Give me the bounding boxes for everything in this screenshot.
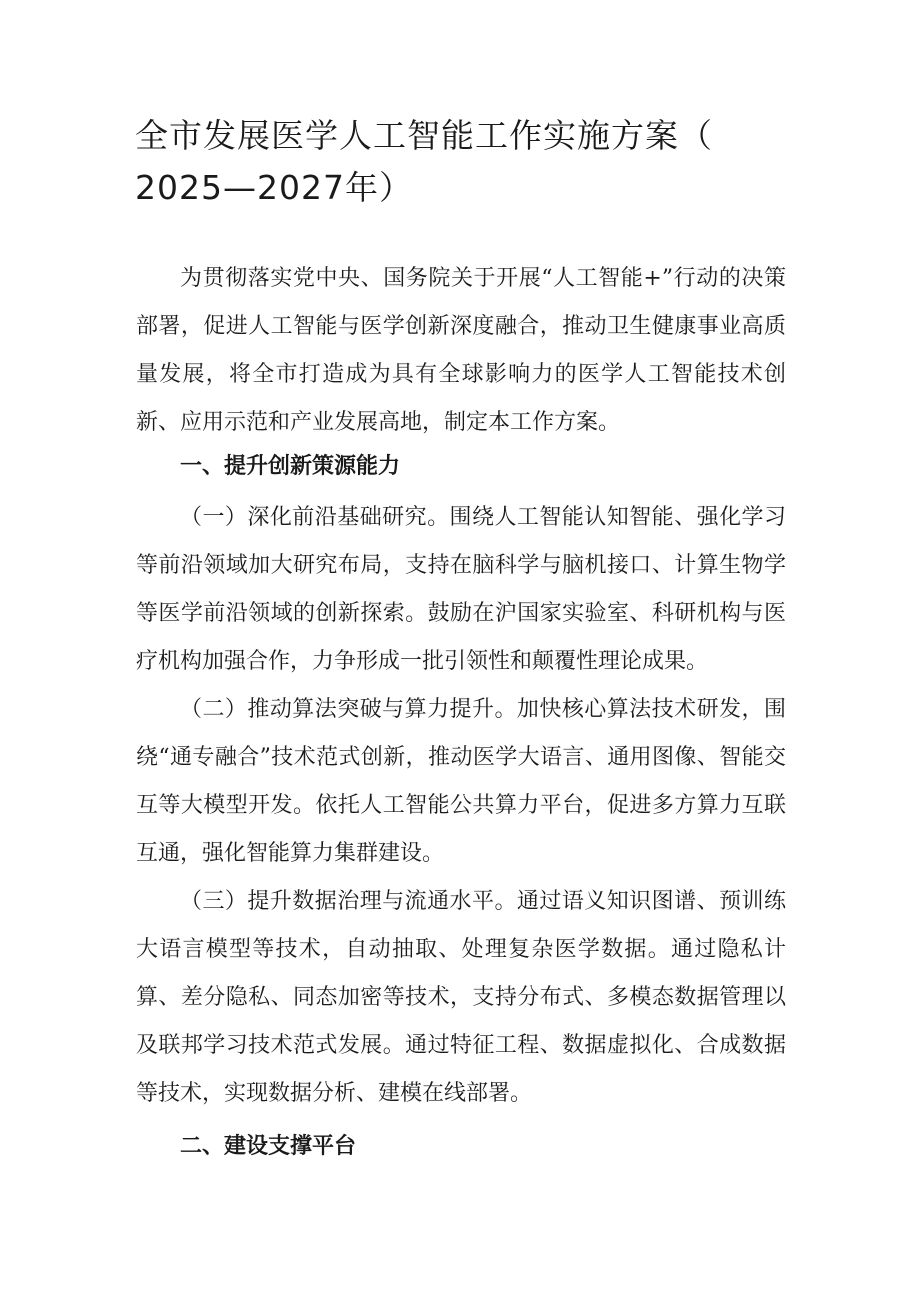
document-title (135, 110, 735, 214)
intro-paragraph: 为贯彻落实党中央、国务院关于开展“人工智能+”行动的决策部署，促进人工智能与医学创新深度融合，推动卫生健康事业高质量发展，将全市打造成为具有全球影响力的医学人工智能技术创新、应用示范和产业发展高地，制定本工作方案。 (136, 266, 786, 435)
section-1-item-3: （三）提升数据治理与流通水平。通过语义知识图谱、预训练大语言模型等技术，自动抽取、处理复杂医学数据。通过隐私计算、差分隐私、同态加密等技术，支持分布式、多模态数据管理以及联邦学习技术范式发展。通过特征工程、数据虚拟化、合成数据等技术，实现数据分析、建模在线部署。 (136, 889, 786, 1106)
section-2-heading: 二、建设支撑平台 (180, 1134, 357, 1159)
title-line-1: 全市发展医学人工智能工作实施方案（ (135, 116, 713, 155)
title-line-2: 2025—2027年） (135, 168, 413, 207)
section-1-item-2: （二）推动算法突破与算力提升。加快核心算法技术研发，围绕“通专融合”技术范式创新，推动医学大语言、通用图像、智能交互等大模型开发。依托人工智能公共算力平台，促进多方算力互联互通，强化智能算力集群建设。 (136, 697, 786, 866)
section-1-item-1: （一）深化前沿基础研究。围绕人工智能认知智能、强化学习等前沿领域加大研究布局，支持在脑科学与脑机接口、计算生物学等医学前沿领域的创新探索。鼓励在沪国家实验室、科研机构与医疗机构加强合作，力争形成一批引领性和颠覆性理论成果。 (136, 505, 786, 674)
section-1-heading: 一、提升创新策源能力 (180, 454, 401, 479)
